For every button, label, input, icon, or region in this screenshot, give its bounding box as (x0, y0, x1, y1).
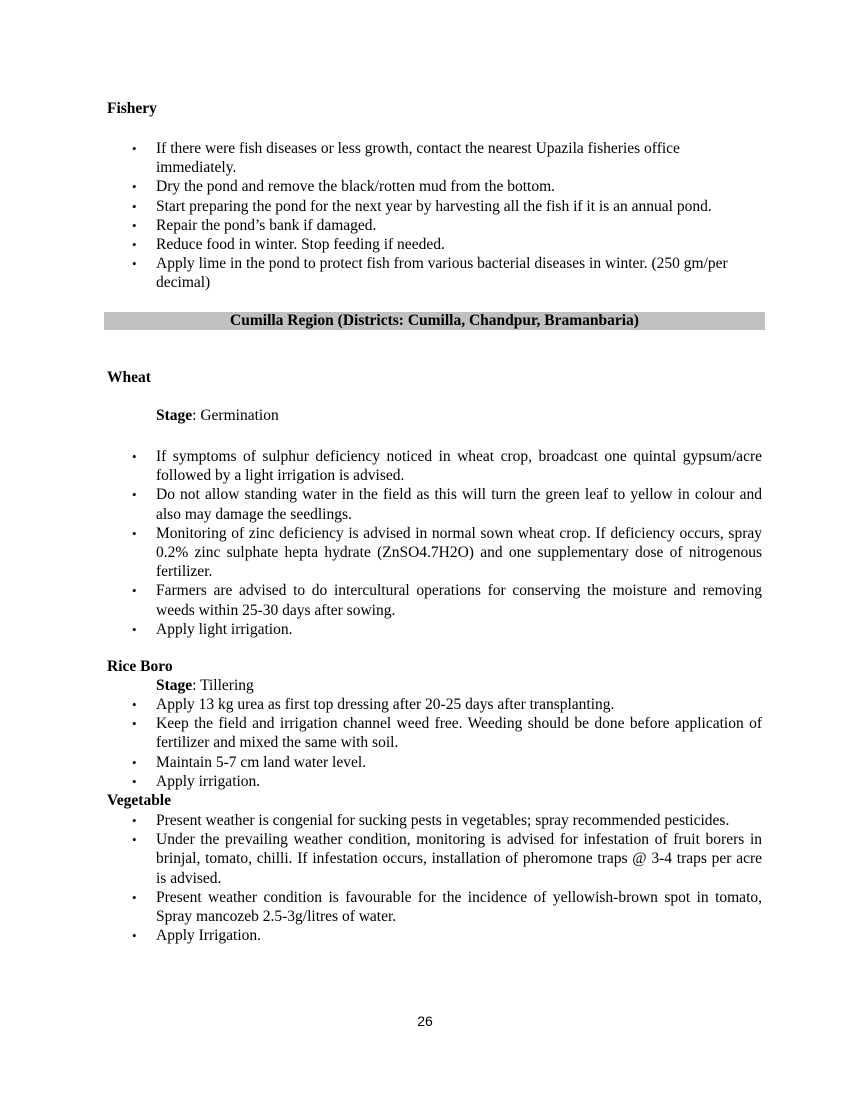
list-item: • Apply 13 kg urea as first top dressing after 20-25 days after transplanting. (156, 695, 762, 714)
list-item: • Apply lime in the pond to protect fish from various bacterial diseases in winter. (250 gm/per decimal) (156, 254, 762, 292)
page-number: 26 (417, 1013, 433, 1029)
rice-boro-heading: Rice Boro (107, 658, 173, 675)
vegetable-heading: Vegetable (107, 792, 171, 809)
rice-boro-list (156, 695, 762, 791)
wheat-heading: Wheat (107, 369, 151, 386)
stage-label: Stage (156, 407, 193, 424)
list-item: • If there were fish diseases or less growth, contact the nearest Upazila fisheries office immediately. (156, 139, 762, 177)
list-item: • Apply Irrigation. (156, 926, 762, 945)
list-item: • Present weather condition is favourable for the incidence of yellowish-brown spot in tomato, Spray mancozeb 2.5-3g/litres of water. (156, 888, 762, 926)
stage-value: : Germination (192, 407, 279, 424)
fishery-heading: Fishery (107, 100, 157, 117)
list-item: • Keep the field and irrigation channel weed free. Weeding should be done before application of fertilizer and mixed the same with soil. (156, 714, 762, 752)
list-item: • Reduce food in winter. Stop feeding if needed. (156, 235, 762, 254)
stage-label: Stage (156, 677, 193, 694)
stage-value: : Tillering (192, 677, 254, 694)
list-item: • Start preparing the pond for the next year by harvesting all the fish if it is an annual pond. (156, 197, 762, 216)
wheat-stage (156, 407, 279, 425)
list-item: • Apply light irrigation. (156, 620, 762, 639)
list-item: • Apply irrigation. (156, 772, 762, 791)
list-item: • Maintain 5-7 cm land water level. (156, 753, 762, 772)
list-item: • Dry the pond and remove the black/rotten mud from the bottom. (156, 177, 762, 196)
rice-boro-stage (156, 677, 254, 695)
list-item: • Under the prevailing weather condition, monitoring is advised for infestation of fruit borers in brinjal, tomato, chilli. If infestation occurs, installation of pheromone traps @ 3-4 traps per acre is advised. (156, 830, 762, 888)
list-item: • Monitoring of zinc deficiency is advised in normal sown wheat crop. If deficiency occurs, spray 0.2% zinc sulphate hepta hydrate (ZnSO4.7H2O) and one supplementary dose of nitrogenous fertilizer. (156, 524, 762, 582)
wheat-list (156, 447, 762, 639)
fishery-list (156, 139, 762, 293)
list-item: • Repair the pond’s bank if damaged. (156, 216, 762, 235)
list-item: • Present weather is congenial for sucking pests in vegetables; spray recommended pesticides. (156, 811, 762, 830)
list-item: • If symptoms of sulphur deficiency noticed in wheat crop, broadcast one quintal gypsum/acre followed by a light irrigation is advised. (156, 447, 762, 485)
list-item: • Farmers are advised to do intercultural operations for conserving the moisture and removing weeds within 25-30 days after sowing. (156, 581, 762, 619)
vegetable-list (156, 811, 762, 945)
list-item: • Do not allow standing water in the field as this will turn the green leaf to yellow in colour and also may damage the seedlings. (156, 485, 762, 523)
region-banner: Cumilla Region (Districts: Cumilla, Chandpur, Bramanbaria) (104, 312, 765, 330)
